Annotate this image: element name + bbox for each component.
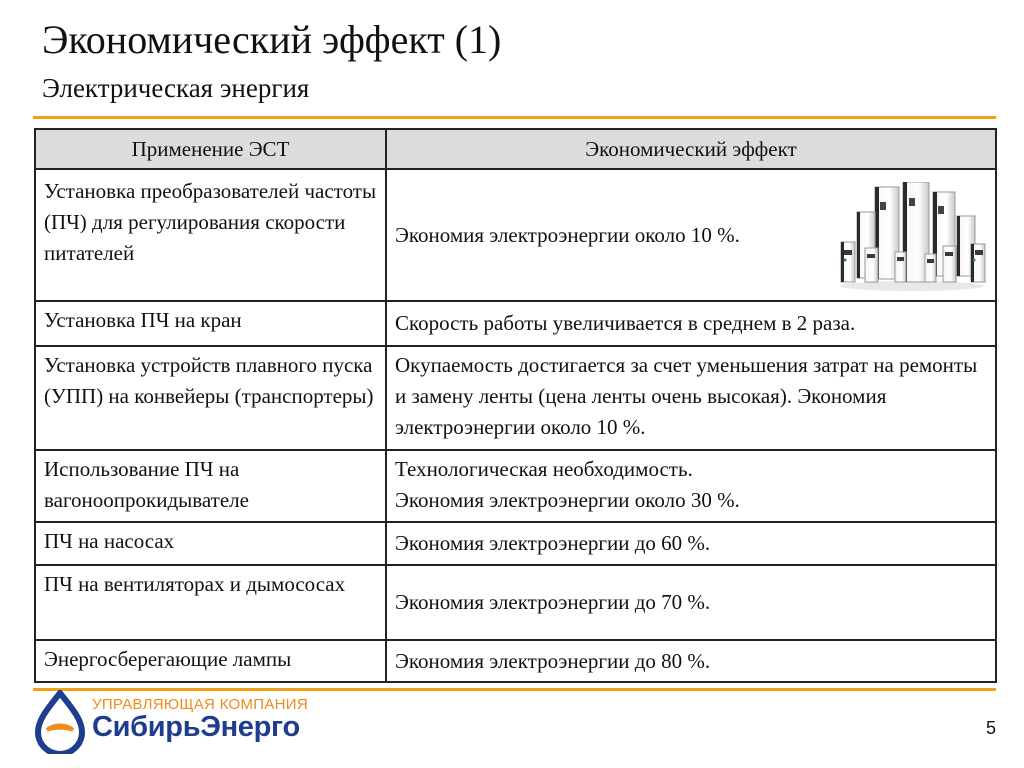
application-cell: ПЧ на вентиляторах и дымососах: [35, 565, 386, 640]
table-row: [35, 346, 996, 450]
effect-line: Экономия электроэнергии около 10 %.: [395, 222, 740, 247]
top-divider: [33, 116, 996, 119]
slide-subtitle: Электрическая энергия: [42, 73, 310, 103]
effect-cell: [386, 565, 996, 640]
table-row: [35, 301, 996, 346]
slide-title: Экономический эффект (1): [42, 17, 502, 62]
effect-line: Экономия электроэнергии около 30 %.: [395, 488, 740, 512]
economic-effect-table: [34, 128, 997, 683]
table-row: [35, 565, 996, 640]
effect-cell: [386, 301, 996, 346]
application-cell: ПЧ на насосах: [35, 522, 386, 565]
table-row: [35, 522, 996, 565]
column-header-application: Применение ЭСТ: [35, 129, 386, 169]
company-logo: [34, 690, 334, 754]
logo-company-type: УПРАВЛЯЮЩАЯ КОМПАНИЯ: [92, 696, 309, 713]
effect-cell: [386, 522, 996, 565]
table-row: [35, 169, 996, 301]
table-header-row: [35, 129, 996, 169]
logo-company-name: СибирьЭнерго: [92, 711, 300, 743]
effect-line: Экономия электроэнергии до 70 %.: [395, 590, 711, 614]
table-row: [35, 450, 996, 522]
application-cell: Установка преобразователей частоты (ПЧ) для регулирования скорости питателей: [35, 169, 386, 301]
column-header-effect: Экономический эффект: [386, 129, 996, 169]
application-cell: Установка ПЧ на кран: [35, 301, 386, 346]
effect-line: Окупаемость достигается за счет уменьшения затрат на ремонты и замену ленты (цена ленты очень высокая). Экономия электроэнергии около 10 %.: [395, 353, 978, 439]
effect-line: Экономия электроэнергии до 80 %.: [395, 648, 711, 673]
effect-line: Технологическая необходимость.: [395, 457, 693, 481]
frequency-converters-image: [837, 182, 987, 292]
application-cell: Использование ПЧ на вагоноопрокидывателе: [35, 450, 386, 522]
effect-cell: [386, 169, 996, 301]
effect-cell: [386, 346, 996, 450]
drop-logo-icon: [34, 690, 86, 754]
application-cell: Энергосберегающие лампы: [35, 640, 386, 682]
table-row: [35, 640, 996, 682]
page-number: 5: [985, 718, 996, 738]
application-cell: Установка устройств плавного пуска (УПП) на конвейеры (транспортеры): [35, 346, 386, 450]
effect-cell: [386, 450, 996, 522]
effect-cell: [386, 640, 996, 682]
effect-line: Экономия электроэнергии до 60 %.: [395, 531, 711, 555]
effect-line: Скорость работы увеличивается в среднем в 2 раза.: [395, 311, 856, 335]
